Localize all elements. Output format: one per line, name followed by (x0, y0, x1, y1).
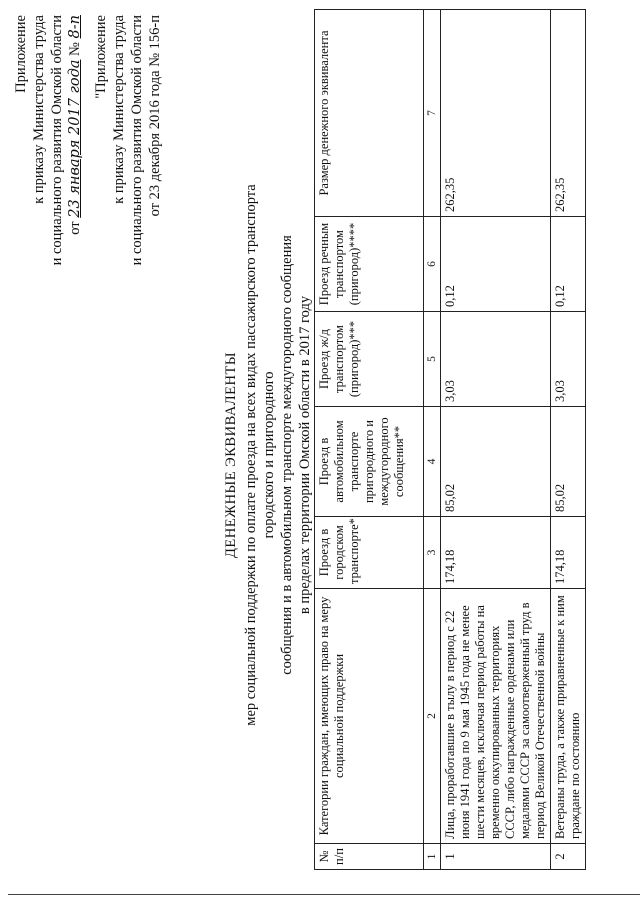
category-cell: Лица, проработавшие в тылу в период с 22 июня 1941 года по 9 мая 1945 года не менее шести месяцев, исключая период работы на временно оккупированных территориях СССР, либо награжденные орденами или медалями СССР за самоотверженный труд в период Великой Отечественной войны (441, 589, 551, 844)
title-line-2: сообщения и в автомобильном транспорте междугородного сообщения (279, 235, 295, 675)
appendix-date-line: от 23 января 2017 года № 8-п (67, 15, 83, 235)
quoted-appendix-label: "Приложение (93, 15, 109, 99)
quoted-appendix-header (92, 15, 164, 495)
quoted-appendix-ministry-line: и социального развития Омской области (129, 15, 145, 266)
appendix-header (12, 15, 84, 495)
column-number: 6 (424, 217, 441, 312)
column-number: 2 (424, 589, 441, 844)
column-number: 7 (424, 10, 441, 217)
handwritten-number: 8-п (67, 15, 83, 39)
city-transport-cell: 174,18 (551, 517, 586, 589)
appendix-order-line: к приказу Министерства труда (31, 15, 47, 204)
quoted-appendix-order-line: к приказу Министерства труда (111, 15, 127, 204)
title-line-3: в пределах территории Омской области в 2017 году (297, 295, 313, 615)
header-cell: Проезд в автомобильном транспорте пригородного и междугородного сообщения** (315, 407, 424, 517)
document-title (222, 175, 314, 735)
table-row (551, 10, 586, 870)
river-transport-cell: 0,12 (551, 217, 586, 312)
table-row (441, 10, 551, 870)
equivalent-total-cell: 262,35 (551, 10, 586, 217)
table-header-row (315, 10, 424, 870)
title-heading: ДЕНЕЖНЫЕ ЭКВИВАЛЕНТЫ (223, 352, 239, 558)
quoted-appendix-date-line: от 23 декабря 2016 года № 156-п (147, 15, 163, 217)
row-number: 1 (441, 844, 551, 870)
river-transport-cell: 0,12 (441, 217, 551, 312)
auto-transport-cell: 85,02 (441, 407, 551, 517)
category-cell: Ветераны труда, а также приравненные к ним граждане по состоянию (551, 589, 586, 844)
equivalent-total-cell: 262,35 (441, 10, 551, 217)
row-number: 2 (551, 844, 586, 870)
appendix-ministry-line: и социального развития Омской области (49, 15, 65, 266)
auto-transport-cell: 85,02 (551, 407, 586, 517)
header-cell: Категории граждан, имеющих право на меру социальной поддержки (315, 589, 424, 844)
rail-transport-cell: 3,03 (441, 312, 551, 407)
column-number-row (424, 10, 441, 870)
rail-transport-cell: 3,03 (551, 312, 586, 407)
header-cell: № п/п (315, 844, 424, 870)
header-cell: Проезд речным транспортом (пригород)**** (315, 217, 424, 312)
equivalents-table (314, 9, 586, 870)
title-line-1: мер социальной поддержки по оплате проезда на всех видах пассажирского транспорта городского и пригородного (243, 184, 277, 726)
column-number: 5 (424, 312, 441, 407)
appendix-label: Приложение (13, 15, 29, 93)
column-number: 4 (424, 407, 441, 517)
city-transport-cell: 174,18 (441, 517, 551, 589)
handwritten-date: 23 января 2017 года (67, 59, 83, 218)
column-number: 3 (424, 517, 441, 589)
header-cell: Размер денежного эквивалента (315, 10, 424, 217)
header-cell: Проезд ж/д транспортом (пригород)*** (315, 312, 424, 407)
column-number: 1 (424, 844, 441, 870)
header-cell: Проезд в городском транспорте* (315, 517, 424, 589)
